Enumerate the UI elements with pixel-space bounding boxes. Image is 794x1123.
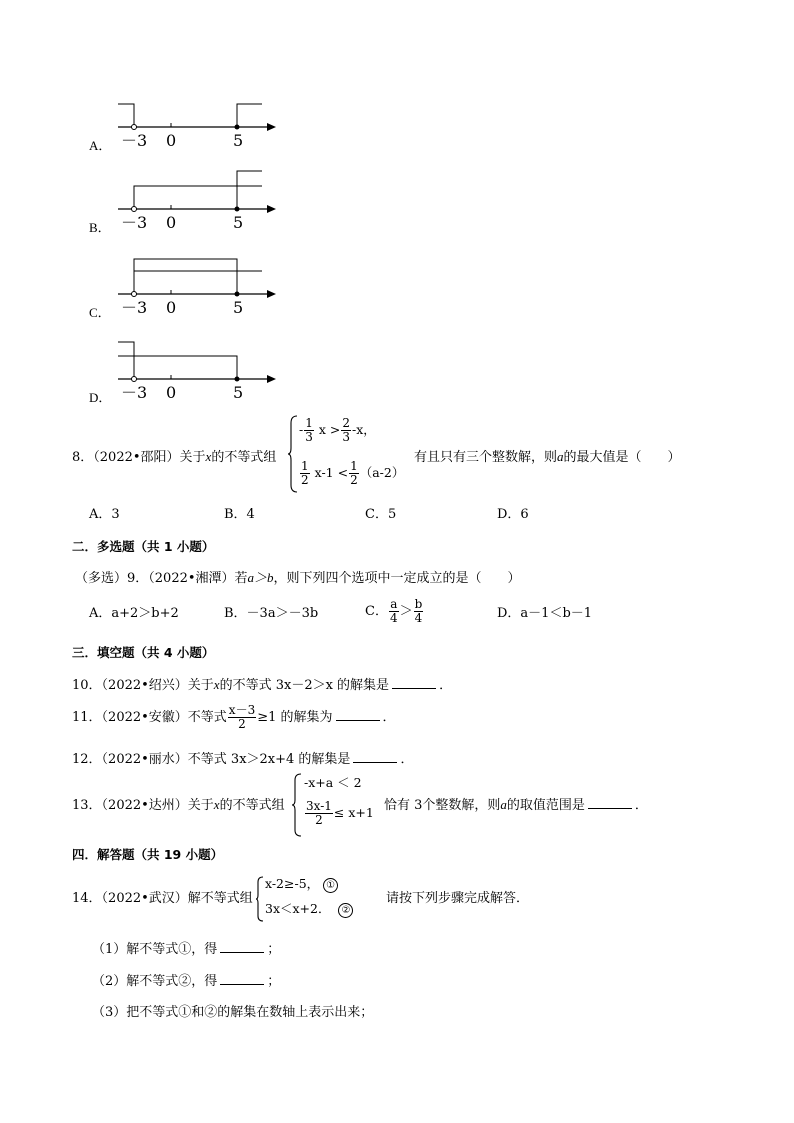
q8-tail: 有且只有三个整数解，则 bbox=[414, 450, 558, 465]
tick-label: 5 bbox=[233, 131, 244, 150]
q13-system-row-2: $\frac{3x-1}{2}$ ≤ x+1 bbox=[306, 799, 374, 827]
option-letter: B． bbox=[89, 220, 111, 235]
fraction: $\frac{1}{2}$ bbox=[301, 459, 309, 487]
tick-label: －3 bbox=[121, 298, 148, 317]
tick-label: 0 bbox=[166, 213, 177, 232]
number-line-a bbox=[110, 98, 285, 153]
q9-condition: a＞b bbox=[247, 570, 274, 585]
tick-label: 0 bbox=[166, 383, 177, 402]
q8-tail-end: 的最大值是（ ） bbox=[563, 450, 681, 465]
q9-prefix: （多选）9．（2022•湘潭）若 bbox=[75, 571, 248, 586]
fraction: $\frac{1}{3}$ bbox=[305, 416, 313, 444]
answer-blank[interactable] bbox=[220, 940, 264, 953]
tick-label: 5 bbox=[233, 213, 244, 232]
q14-step-3: （3）把不等式①和②的解集在数轴上表示出来； bbox=[92, 1005, 374, 1020]
answer-blank[interactable] bbox=[220, 972, 264, 985]
section-heading-answer: 四．解答题（共 19 小题） bbox=[72, 847, 224, 862]
tick-label: －3 bbox=[121, 131, 148, 150]
tick-label: 0 bbox=[166, 131, 177, 150]
left-brace-icon bbox=[255, 876, 265, 922]
q8-option-b: B．4 bbox=[224, 507, 255, 522]
q8-var: x bbox=[205, 449, 212, 464]
q9-option-d: D．a－1＜b－1 bbox=[497, 606, 593, 621]
q8-option-a: A．3 bbox=[89, 507, 120, 522]
answer-blank[interactable] bbox=[392, 676, 436, 689]
q9-text: ，则下列四个选项中一定成立的是（ ） bbox=[273, 571, 521, 586]
section-heading-fill-in: 三．填空题（共 4 小题） bbox=[72, 645, 215, 660]
question-11: 11．（2022•安徽）不等式 $\frac{x-3}{2}$ ≥1 的解集为 ． bbox=[72, 703, 396, 731]
q8-system-row-1: - $\frac{1}{3}$ x > $\frac{2}{3}$ -x， bbox=[299, 416, 376, 444]
fraction: $\frac{2}{3}$ bbox=[342, 416, 350, 444]
q14-prefix: 14．（2022•武汉）解不等式组 bbox=[72, 891, 253, 906]
option-letter: C． bbox=[89, 305, 111, 320]
fraction: $\frac{1}{2}$ bbox=[350, 459, 358, 487]
q8-option-c: C．5 bbox=[365, 507, 397, 522]
answer-blank[interactable] bbox=[353, 750, 397, 763]
q8-prefix: 8．（2022•邵阳）关于 bbox=[72, 450, 206, 465]
left-brace-icon bbox=[287, 415, 299, 493]
left-brace-icon bbox=[291, 773, 303, 838]
q8-mid: 的不等式组 bbox=[211, 450, 277, 465]
option-letter: A． bbox=[89, 138, 112, 153]
question-12: 12．（2022•丽水）不等式 3x＞2x+4 的解集是 ． bbox=[72, 752, 414, 767]
answer-blank[interactable] bbox=[336, 708, 380, 721]
q14-step-2: （2）解不等式②，得 ； bbox=[92, 974, 281, 989]
q13-system-row-1: -x+a ＜ 2 bbox=[304, 775, 362, 790]
q9-option-c: C． $\frac{a}{4}$ ＞ $\frac{b}{4}$ bbox=[365, 597, 423, 625]
tick-label: －3 bbox=[121, 213, 148, 232]
tick-label: 5 bbox=[233, 383, 244, 402]
tick-label: －3 bbox=[121, 383, 148, 402]
tick-label: 0 bbox=[166, 298, 177, 317]
q14-instruction: 请按下列步骤完成解答． bbox=[386, 891, 530, 906]
q14-system-row-2: 3x＜x+2． ② bbox=[265, 902, 353, 918]
q14-step-1: （1）解不等式①，得 ； bbox=[92, 942, 281, 957]
tick-label: 5 bbox=[233, 298, 244, 317]
fraction: $\frac{x-3}{2}$ bbox=[228, 703, 256, 731]
answer-blank[interactable] bbox=[588, 796, 632, 809]
q8-option-d: D．6 bbox=[497, 507, 529, 522]
q8-system-row-2: $\frac{1}{2}$ x-1 < $\frac{1}{2}$ （a-2） bbox=[301, 459, 405, 487]
q8-tail-var: a bbox=[557, 449, 564, 464]
option-letter: D． bbox=[89, 390, 112, 405]
number-line-b bbox=[110, 165, 285, 235]
number-line-c bbox=[110, 250, 285, 320]
q9-option-b: B．－3a＞－3b bbox=[224, 606, 319, 621]
section-heading-multi-choice: 二．多选题（共 1 小题） bbox=[72, 539, 215, 554]
number-line-d bbox=[110, 335, 285, 405]
question-10: 10．（2022•绍兴）关于x的不等式 3x－2＞x 的解集是 ． bbox=[72, 677, 453, 693]
q9-option-a: A．a+2＞b+2 bbox=[89, 606, 179, 621]
q14-system-row-1: x-2≥-5， ① bbox=[265, 877, 338, 893]
